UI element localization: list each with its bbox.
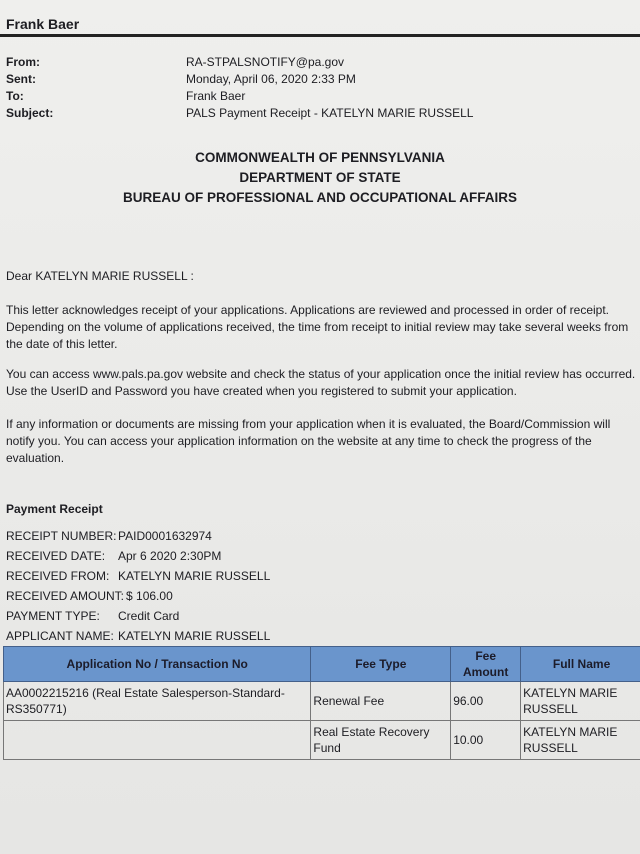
receipt-label: RECEIVED DATE:	[6, 549, 106, 563]
cell-full-name: KATELYN MARIE RUSSELL	[521, 721, 640, 760]
from-row	[6, 54, 473, 71]
receipt-row	[6, 526, 270, 546]
receipt-value: $ 106.00	[126, 589, 173, 603]
to-value: Frank Baer	[186, 89, 246, 103]
cell-application-no: AA0002215216 (Real Estate Salesperson-Standard-RS350771)	[4, 682, 311, 721]
sent-value: Monday, April 06, 2020 2:33 PM	[186, 72, 356, 86]
column-header-application-no: Application No / Transaction No	[4, 647, 311, 682]
receipt-row	[6, 546, 270, 566]
table-row	[4, 682, 640, 721]
receipt-row	[6, 566, 270, 586]
heading-bureau: BUREAU OF PROFESSIONAL AND OCCUPATIONAL AFFAIRS	[122, 190, 517, 205]
to-label: To:	[6, 89, 24, 103]
cell-fee-type: Real Estate Recovery Fund	[311, 721, 451, 760]
cell-application-no	[4, 721, 311, 760]
cell-fee-amount: 96.00	[451, 682, 521, 721]
receipt-row	[6, 586, 270, 606]
column-header-fee-type: Fee Type	[311, 647, 451, 682]
receipt-row	[6, 606, 270, 626]
from-label: From:	[6, 55, 40, 69]
sent-label: Sent:	[6, 72, 36, 86]
salutation: Dear KATELYN MARIE RUSSELL :	[6, 269, 194, 283]
receipt-row	[6, 626, 270, 646]
paragraph-website: You can access www.pals.pa.gov website and check the status of your application once the initial review has occurred. Use the UserID and Password you have created when you registered to submit your application.	[6, 367, 636, 398]
subject-value: PALS Payment Receipt - KATELYN MARIE RUSSELL	[186, 106, 474, 120]
fees-header-row	[4, 647, 640, 682]
receipt-value: KATELYN MARIE RUSSELL	[118, 629, 271, 643]
receipt-value: KATELYN MARIE RUSSELL	[118, 569, 271, 583]
subject-row	[6, 105, 473, 122]
receipt-value: Credit Card	[118, 609, 180, 623]
heading-department: DEPARTMENT OF STATE	[239, 170, 401, 185]
header-divider	[0, 34, 640, 37]
paragraph-missing-info: If any information or documents are missing from your application when it is evaluated, the Board/Commission will notify you. You can access your application information on the website at any time to check the progress of the evaluation.	[6, 417, 611, 465]
cell-fee-type: Renewal Fee	[311, 682, 451, 721]
cell-fee-amount: 10.00	[451, 721, 521, 760]
email-header	[6, 54, 473, 122]
sender-name: Frank Baer	[6, 16, 80, 32]
receipt-value: Apr 6 2020 2:30PM	[118, 549, 222, 563]
column-header-fee-amount: Fee Amount	[451, 647, 521, 682]
receipt-label: RECEIVED AMOUNT:	[6, 589, 125, 603]
heading-commonwealth: COMMONWEALTH OF PENNSYLVANIA	[195, 150, 445, 165]
payment-receipt-details	[6, 526, 270, 646]
column-header-full-name: Full Name	[521, 647, 640, 682]
table-row	[4, 721, 640, 760]
receipt-value: PAID0001632974	[118, 529, 212, 543]
from-value: RA-STPALSNOTIFY@pa.gov	[186, 55, 345, 69]
sent-row	[6, 71, 473, 88]
to-row	[6, 88, 473, 105]
receipt-label: PAYMENT TYPE:	[6, 609, 100, 623]
receipt-label: RECEIPT NUMBER:	[6, 529, 117, 543]
paragraph-acknowledgement: This letter acknowledges receipt of your applications. Applications are reviewed and processed in order of receipt. Depending on the volume of applications received, the time from receipt to initial review may take several weeks from the date of this letter.	[6, 303, 629, 351]
receipt-label: RECEIVED FROM:	[6, 569, 110, 583]
subject-label: Subject:	[6, 106, 54, 120]
fees-table	[3, 646, 640, 760]
cell-full-name: KATELYN MARIE RUSSELL	[521, 682, 640, 721]
letter-heading	[0, 148, 640, 208]
payment-receipt-title: Payment Receipt	[6, 502, 103, 516]
receipt-label: APPLICANT NAME:	[6, 629, 114, 643]
